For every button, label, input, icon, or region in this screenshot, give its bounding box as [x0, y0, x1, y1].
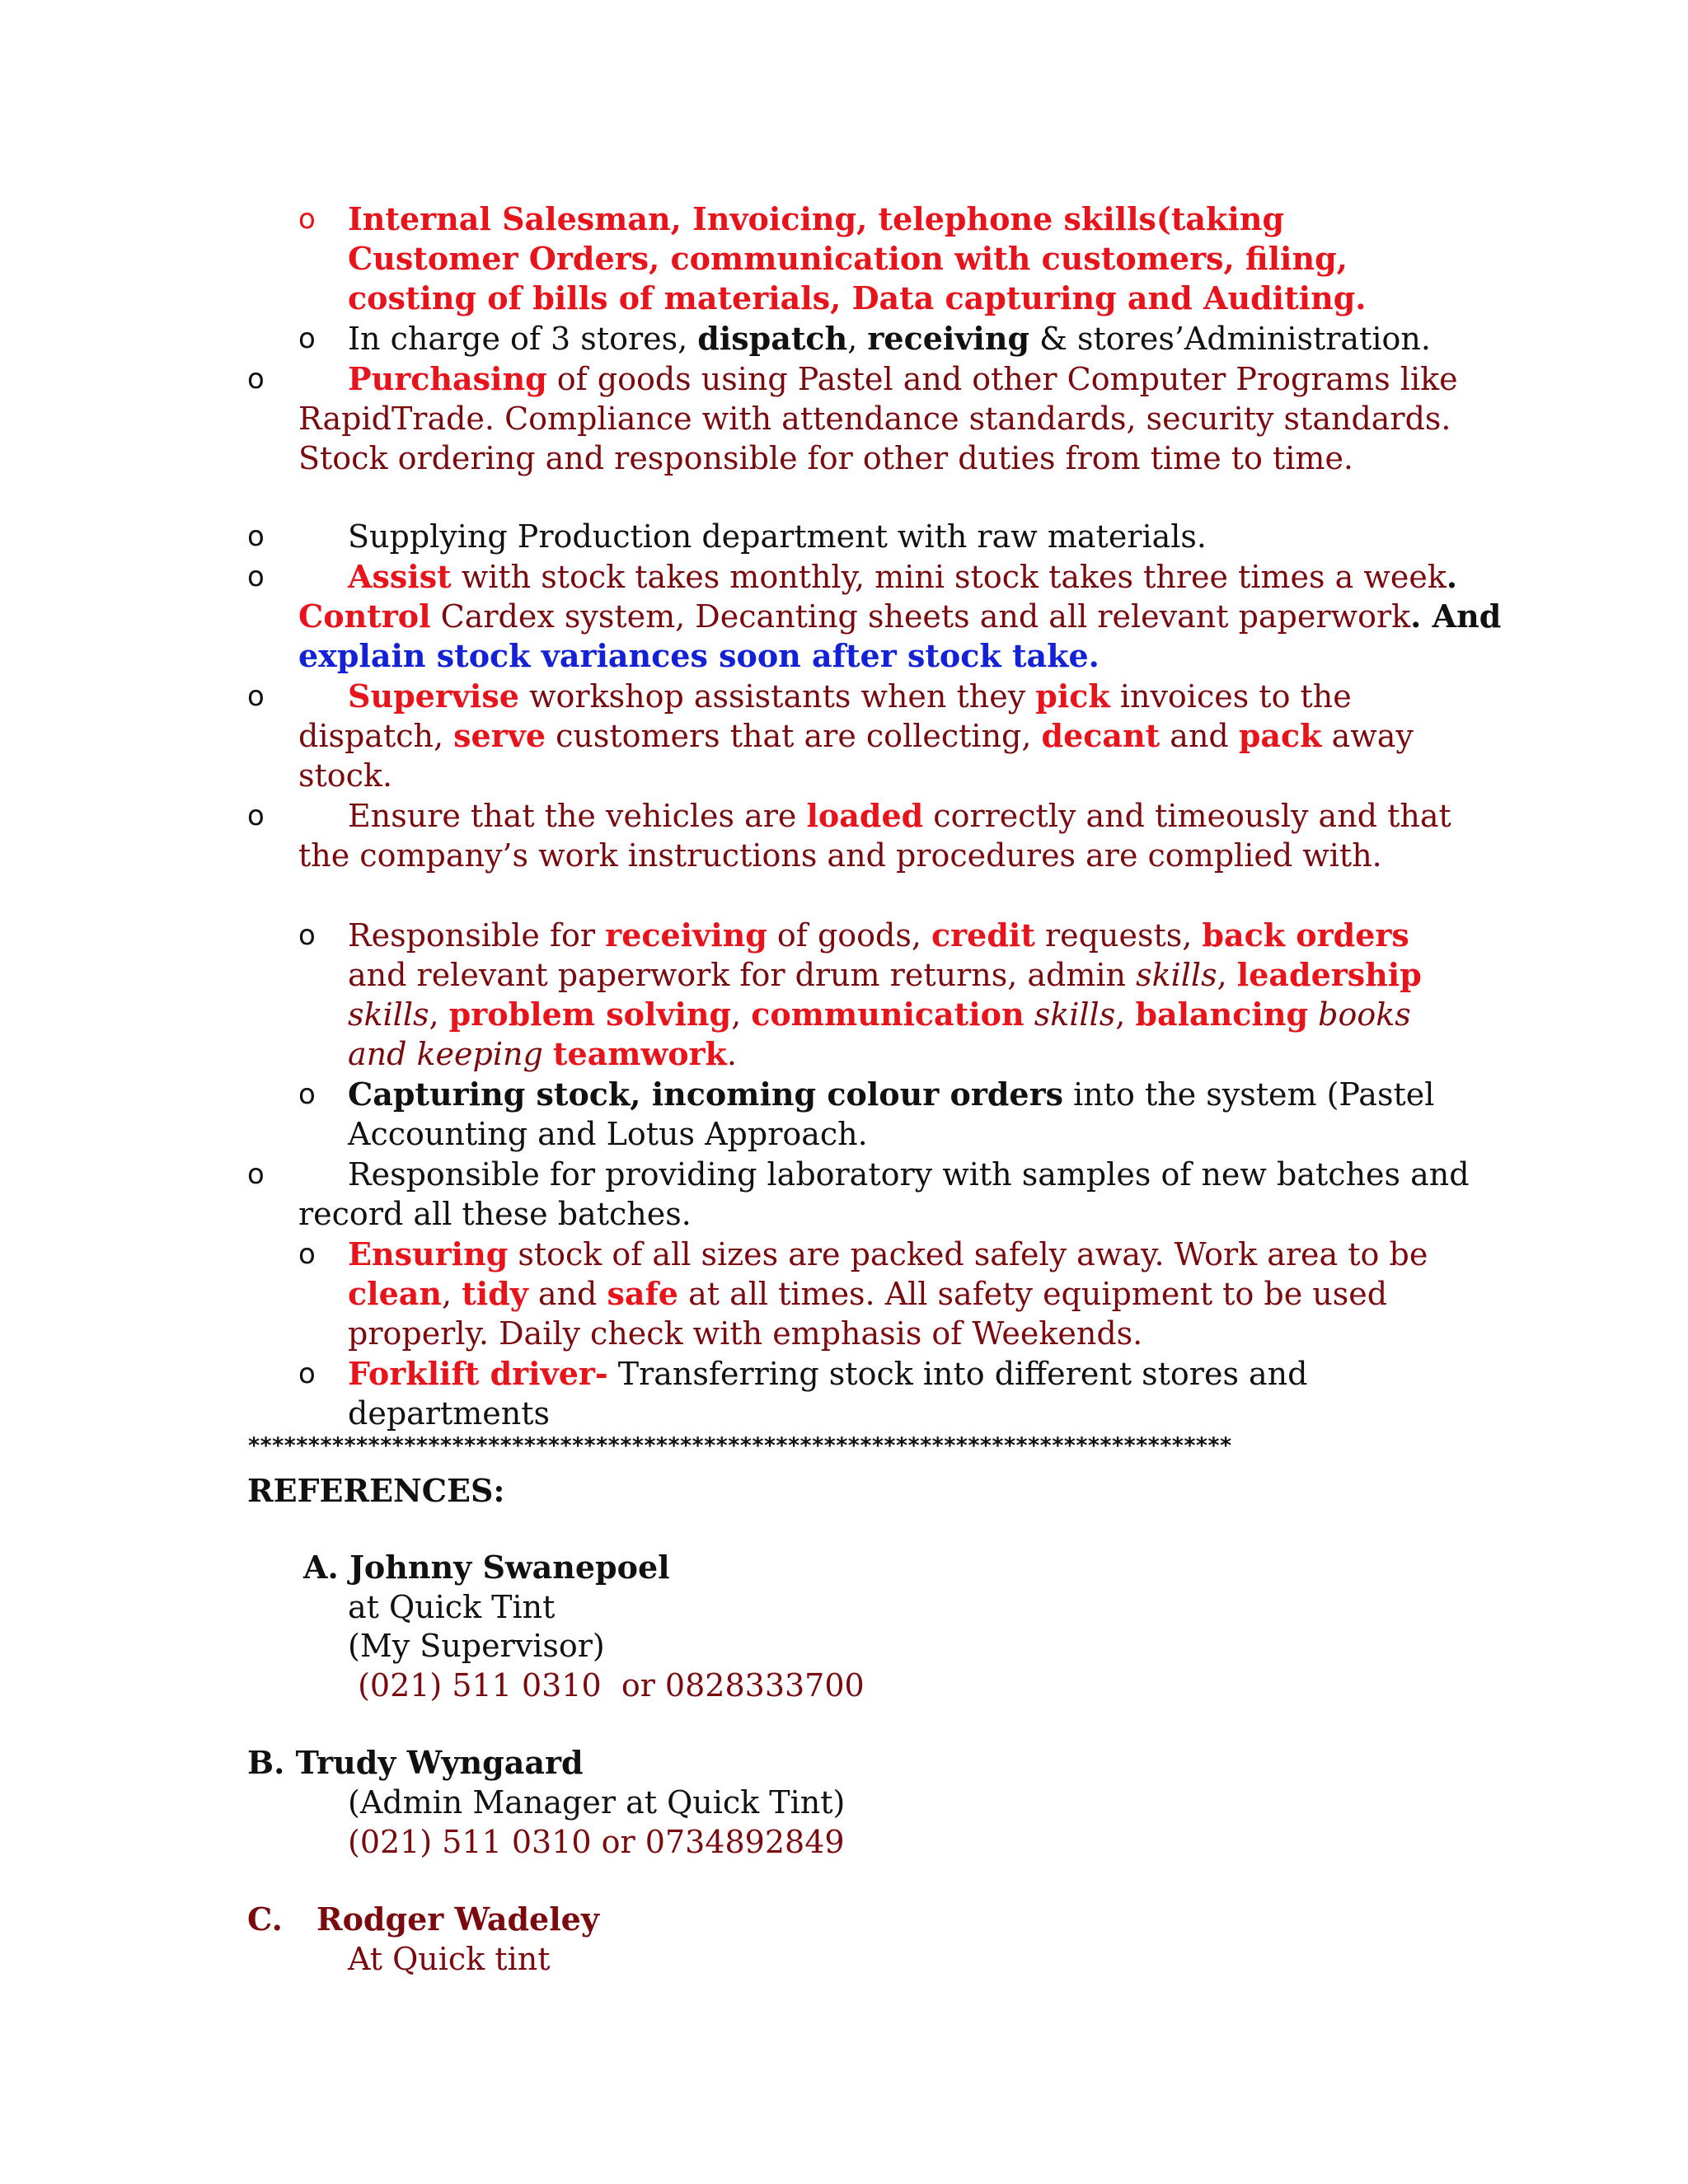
duty-laboratory-samples: Responsible for providing laboratory with samples of new batches and record all these batches.	[298, 1156, 1470, 1232]
reference-a-name: A. Johnny Swanepoel	[303, 1549, 670, 1586]
bullet-marker: o	[247, 363, 265, 396]
bullet-marker: o	[298, 1357, 316, 1390]
reference-a-phone: (021) 511 0310 or 0828333700	[348, 1667, 865, 1704]
reference-b-name: B. Trudy Wyngaard	[247, 1744, 584, 1781]
reference-a-role: (My Supervisor)	[348, 1628, 605, 1664]
bullet-marker: o	[298, 1078, 316, 1111]
bullet-marker: o	[298, 1238, 316, 1271]
asterisk-separator: **********************************************************************************	[247, 1433, 1231, 1459]
duty-ensuring-stock: Ensuring stock of all sizes are packed safely away. Work area to be clean, tidy and safe at all times. All safety equipment to be used properly. Daily check with emphasis of Weekends.	[348, 1235, 1428, 1352]
duty-purchasing: Purchasing of goods using Pastel and other Computer Programs like RapidTrade. Compliance with attendance standards, security standards. Stock ordering and responsible for other duties from time to time.	[298, 360, 1458, 476]
duty-supervise: Supervise workshop assistants when they pick invoices to the dispatch, serve customers that are collecting, decant and pack away stock.	[298, 677, 1414, 794]
duty-vehicles-loading: Ensure that the vehicles are loaded correctly and timeously and that the company’s work instructions and procedures are complied with.	[298, 797, 1451, 874]
emphasis-text: Internal Salesman, Invoicing, telephone skills(taking Customer Orders, communication with customers, filing, costing of bills of materials, Data capturing and Auditing.	[348, 200, 1367, 316]
duty-capturing-stock: Capturing stock, incoming colour orders into the system (Pastel Accounting and Lotus Approach.	[348, 1076, 1435, 1152]
duty-internal-salesman	[348, 199, 1452, 318]
bullet-marker: o	[298, 919, 316, 952]
duty-stores-charge: In charge of 3 stores, dispatch, receiving & stores’Administration.	[348, 320, 1431, 357]
duty-receiving-goods: Responsible for receiving of goods, credit requests, back orders and relevant paperwork for drum returns, admin skills, leadership skills, problem solving, communication skills, balancing books and keeping teamwork.	[348, 916, 1422, 1072]
bullet-marker: o	[247, 560, 265, 593]
references-heading: REFERENCES:	[247, 1472, 505, 1509]
bullet-marker: o	[247, 799, 265, 832]
reference-b-phone: (021) 511 0310 or 0734892849	[348, 1824, 845, 1860]
bullet-marker: o	[298, 203, 316, 236]
reference-c-company: At Quick tint	[348, 1941, 551, 1977]
bullet-marker: o	[298, 322, 316, 355]
duty-stock-takes: Assist with stock takes monthly, mini stock takes three times a week. Control Cardex system, Decanting sheets and all relevant paperwork. And explain stock variances soon after stock take.	[298, 558, 1502, 674]
duty-forklift-driver: Forklift driver- Transferring stock into different stores and departments	[348, 1355, 1308, 1432]
reference-c-name: Rodger Wadeley	[316, 1900, 599, 1938]
bullet-marker: o	[247, 1158, 265, 1191]
bullet-marker: o	[247, 680, 265, 713]
reference-b-role: (Admin Manager at Quick Tint)	[348, 1784, 846, 1821]
duty-supplying-production: Supplying Production department with raw materials.	[348, 518, 1207, 555]
bullet-marker: o	[247, 520, 265, 553]
reference-c-letter: C.	[247, 1900, 283, 1938]
reference-a-company: at Quick Tint	[348, 1589, 556, 1625]
